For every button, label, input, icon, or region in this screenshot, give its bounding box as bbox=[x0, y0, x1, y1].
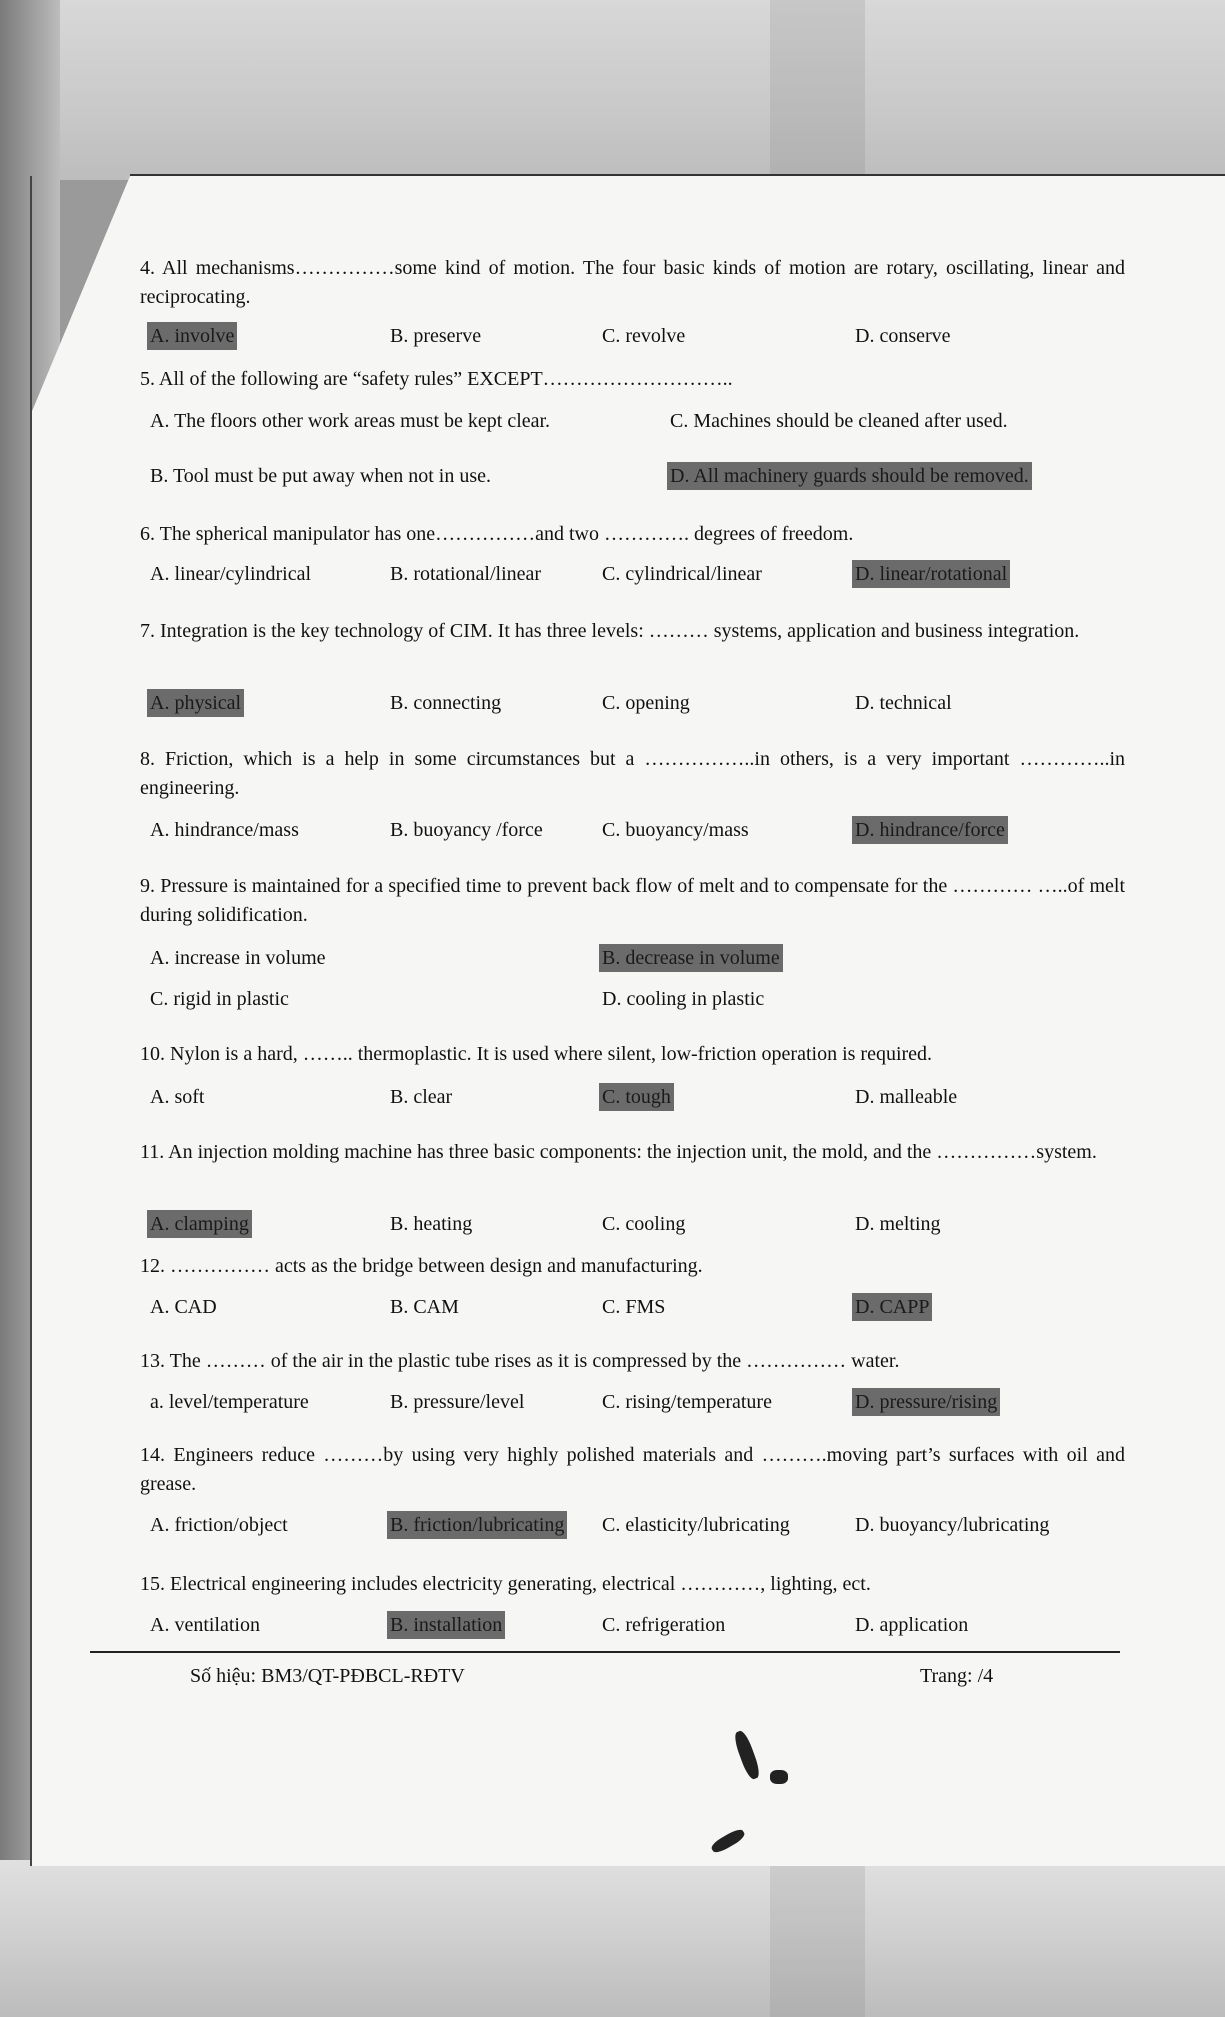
option-row bbox=[150, 816, 1130, 846]
option-row bbox=[150, 689, 1130, 719]
option-row bbox=[150, 462, 1130, 492]
question-stem: 7. Integration is the key technology of CIM. It has three levels: ……… systems, application and business integration. bbox=[140, 620, 1080, 642]
answer-option: B. rotational/linear bbox=[390, 563, 542, 585]
answer-option: A. friction/object bbox=[150, 1514, 288, 1536]
answer-option: C. elasticity/lubricating bbox=[602, 1514, 790, 1536]
answer-option-highlighted: C. tough bbox=[599, 1083, 674, 1111]
option-row bbox=[150, 944, 1130, 974]
scan-background-bottom bbox=[0, 1860, 1225, 2017]
question-stem: 14. Engineers reduce ………by using very highly polished materials and ……….moving part’s surfaces with oil and grease. bbox=[140, 1444, 1125, 1495]
answer-option: A. increase in volume bbox=[150, 947, 326, 969]
footer-doc-code: Số hiệu: BM3/QT-PĐBCL-RĐTV bbox=[190, 1665, 465, 1687]
answer-option: A. soft bbox=[150, 1086, 205, 1108]
answer-option: A. ventilation bbox=[150, 1614, 260, 1636]
answer-option-highlighted: B. installation bbox=[387, 1611, 505, 1639]
answer-option: C. refrigeration bbox=[602, 1614, 726, 1636]
option-row bbox=[150, 322, 1130, 352]
answer-option: D. malleable bbox=[855, 1086, 958, 1108]
question-stem: 9. Pressure is maintained for a specified time to prevent back flow of melt and to compensate for the ………… …..of melt during solidification. bbox=[140, 875, 1125, 926]
answer-option: C. opening bbox=[602, 692, 690, 714]
answer-option: B. preserve bbox=[390, 325, 482, 347]
option-row bbox=[150, 1611, 1130, 1641]
answer-option: C. cooling bbox=[602, 1213, 686, 1235]
scan-background-top bbox=[0, 0, 1225, 180]
answer-option-highlighted: B. decrease in volume bbox=[599, 944, 783, 972]
option-row bbox=[150, 1083, 1130, 1113]
answer-option: B. clear bbox=[390, 1086, 453, 1108]
question-stem: 10. Nylon is a hard, …….. thermoplastic. It is used where silent, low-friction operation is required. bbox=[140, 1043, 933, 1065]
question-stem: 12. …………… acts as the bridge between design and manufacturing. bbox=[140, 1255, 703, 1277]
question-stem: 6. The spherical manipulator has one……………and two …………. degrees of freedom. bbox=[140, 523, 854, 545]
answer-option: B. buoyancy /force bbox=[390, 819, 543, 841]
answer-option: B. heating bbox=[390, 1213, 473, 1235]
option-row bbox=[150, 560, 1130, 590]
answer-option: B. CAM bbox=[390, 1296, 459, 1318]
answer-option-highlighted: D. hindrance/force bbox=[852, 816, 1008, 844]
footer-rule bbox=[90, 1651, 1120, 1653]
answer-option: C. Machines should be cleaned after used. bbox=[670, 410, 1008, 432]
sheet-top-edge bbox=[130, 174, 1225, 176]
answer-option-highlighted: A. clamping bbox=[147, 1210, 252, 1238]
option-row bbox=[150, 985, 1130, 1015]
answer-option: D. conserve bbox=[855, 325, 951, 347]
answer-option: D. application bbox=[855, 1614, 969, 1636]
answer-option-highlighted: D. linear/rotational bbox=[852, 560, 1010, 588]
option-row bbox=[150, 1511, 1130, 1541]
answer-option: A. CAD bbox=[150, 1296, 217, 1318]
answer-option-highlighted: A. physical bbox=[147, 689, 244, 717]
question-stem: 11. An injection molding machine has three basic components: the injection unit, the mold, and the ……………system. bbox=[140, 1141, 1097, 1163]
question-stem: 13. The ……… of the air in the plastic tube rises as it is compressed by the …………… water. bbox=[140, 1350, 900, 1372]
question-stem: 5. All of the following are “safety rules” EXCEPT……………………….. bbox=[140, 368, 733, 390]
answer-option: C. rising/temperature bbox=[602, 1391, 772, 1413]
answer-option: D. cooling in plastic bbox=[602, 988, 765, 1010]
answer-option: C. buoyancy/mass bbox=[602, 819, 749, 841]
answer-option: a. level/temperature bbox=[150, 1391, 309, 1413]
answer-option: A. hindrance/mass bbox=[150, 819, 299, 841]
answer-option-highlighted: D. All machinery guards should be removed. bbox=[667, 462, 1032, 490]
answer-option-highlighted: D. pressure/rising bbox=[852, 1388, 1000, 1416]
answer-option: C. cylindrical/linear bbox=[602, 563, 762, 585]
answer-option: C. rigid in plastic bbox=[150, 988, 289, 1010]
answer-option-highlighted: D. CAPP bbox=[852, 1293, 932, 1321]
option-row bbox=[150, 407, 1130, 437]
footer-page-number: Trang: /4 bbox=[920, 1665, 994, 1687]
question-stem: 4. All mechanisms……………some kind of motion. The four basic kinds of motion are rotary, oscillating, linear and reciprocating. bbox=[140, 257, 1125, 308]
answer-option: B. Tool must be put away when not in use. bbox=[150, 465, 491, 487]
answer-option: D. melting bbox=[855, 1213, 941, 1235]
answer-option: B. connecting bbox=[390, 692, 502, 714]
answer-option: A. The floors other work areas must be kept clear. bbox=[150, 410, 551, 432]
question-stem: 8. Friction, which is a help in some circumstances but a ……………..in others, is a very important …………..in engineering. bbox=[140, 748, 1125, 799]
answer-option: D. buoyancy/lubricating bbox=[855, 1514, 1050, 1536]
answer-option: C. FMS bbox=[602, 1296, 666, 1318]
answer-option: A. linear/cylindrical bbox=[150, 563, 312, 585]
answer-option: C. revolve bbox=[602, 325, 686, 347]
answer-option: B. pressure/level bbox=[390, 1391, 525, 1413]
answer-option: D. technical bbox=[855, 692, 952, 714]
answer-option-highlighted: A. involve bbox=[147, 322, 237, 350]
option-row bbox=[150, 1293, 1130, 1323]
option-row bbox=[150, 1388, 1130, 1418]
ink-mark bbox=[770, 1770, 788, 1784]
question-stem: 15. Electrical engineering includes electricity generating, electrical …………, lighting, ect. bbox=[140, 1573, 871, 1595]
answer-option-highlighted: B. friction/lubricating bbox=[387, 1511, 567, 1539]
sheet-left-edge bbox=[30, 176, 32, 1866]
option-row bbox=[150, 1210, 1130, 1240]
